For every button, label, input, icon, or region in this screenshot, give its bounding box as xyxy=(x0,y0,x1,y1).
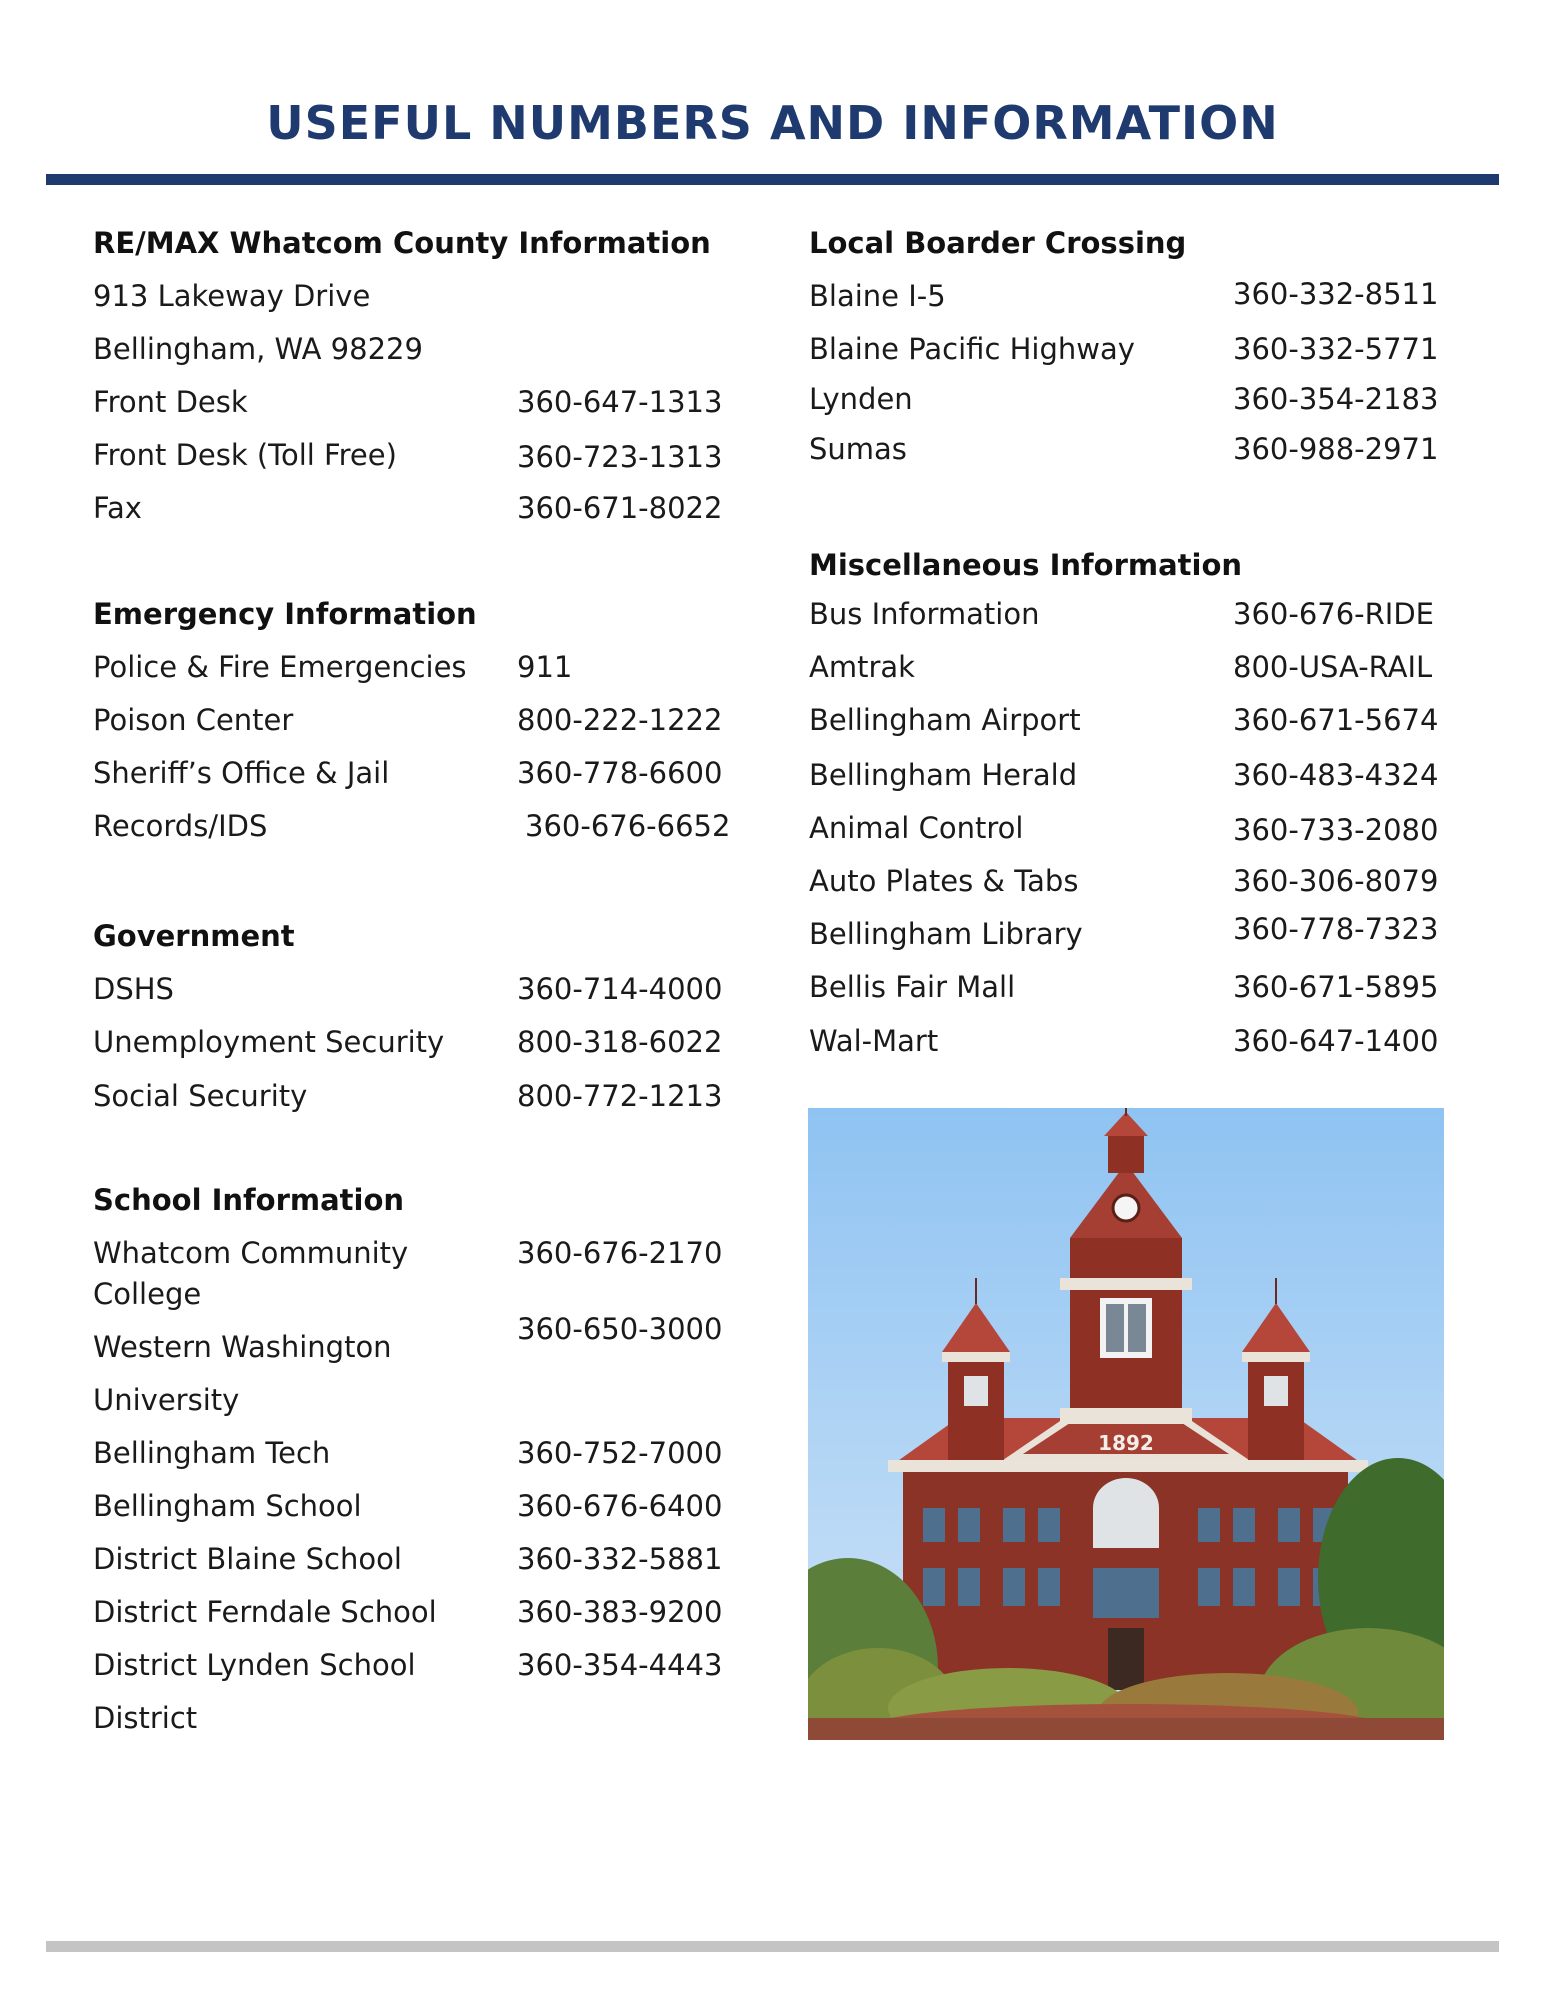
school-number: 360-676-2170 xyxy=(517,1236,723,1270)
misc-row-number: 360-733-2080 xyxy=(1233,813,1439,847)
misc-row-label: Bellingham Herald xyxy=(809,758,1078,792)
emergency-row-number: 800-222-1222 xyxy=(517,703,723,737)
remax-address-line2: Bellingham, WA 98229 xyxy=(93,332,423,366)
school-number: 360-332-5881 xyxy=(517,1542,723,1576)
misc-row-label: Amtrak xyxy=(809,650,915,684)
school-number: 360-752-7000 xyxy=(517,1436,723,1470)
government-row-number: 800-772-1213 xyxy=(517,1079,723,1113)
emergency-row-number: 360-778-6600 xyxy=(517,756,723,790)
school-number: 360-383-9200 xyxy=(517,1595,723,1629)
emergency-row-number: 360-676-6652 xyxy=(525,809,731,843)
border-row-label: Blaine Pacific Highway xyxy=(809,332,1135,366)
border-row-label: Blaine I-5 xyxy=(809,279,946,313)
school-label-line: District Lynden School xyxy=(93,1648,416,1682)
border-row-number: 360-332-5771 xyxy=(1233,332,1439,366)
remax-row-number: 360-723-1313 xyxy=(517,440,723,474)
remax-row-number: 360-647-1313 xyxy=(517,385,723,419)
school-label-line: District xyxy=(93,1701,198,1735)
school-number: 360-354-4443 xyxy=(517,1648,723,1682)
border-heading: Local Boarder Crossing xyxy=(809,226,1187,260)
footer-divider xyxy=(46,1941,1499,1952)
emergency-heading: Emergency Information xyxy=(93,597,477,631)
emergency-row-label: Sheriff’s Office & Jail xyxy=(93,756,390,790)
remax-row-label: Fax xyxy=(93,491,142,525)
school-label-line: Bellingham Tech xyxy=(93,1436,331,1470)
misc-row-label: Animal Control xyxy=(809,811,1024,845)
misc-row-label: Bellis Fair Mall xyxy=(809,970,1016,1004)
emergency-row-number: 911 xyxy=(517,650,573,684)
emergency-row-label: Records/IDS xyxy=(93,809,268,843)
emergency-row-label: Poison Center xyxy=(93,703,294,737)
misc-row-number: 800-USA-RAIL xyxy=(1233,650,1433,684)
misc-row-number: 360-676-RIDE xyxy=(1233,597,1434,631)
government-row-number: 360-714-4000 xyxy=(517,972,723,1006)
misc-row-number: 360-671-5674 xyxy=(1233,703,1439,737)
school-label-line: Western Washington xyxy=(93,1330,392,1364)
school-label-line: Whatcom Community xyxy=(93,1236,409,1270)
government-row-label: Social Security xyxy=(93,1079,308,1113)
school-number: 360-676-6400 xyxy=(517,1489,723,1523)
misc-row-number: 360-647-1400 xyxy=(1233,1024,1439,1058)
border-row-number: 360-354-2183 xyxy=(1233,382,1439,416)
school-label-line: College xyxy=(93,1277,202,1311)
title-divider xyxy=(46,174,1499,185)
remax-row-number: 360-671-8022 xyxy=(517,491,723,525)
misc-row-label: Bus Information xyxy=(809,597,1040,631)
remax-row-label: Front Desk xyxy=(93,385,248,419)
remax-heading: RE/MAX Whatcom County Information xyxy=(93,226,711,260)
misc-row-label: Wal-Mart xyxy=(809,1024,939,1058)
misc-heading: Miscellaneous Information xyxy=(809,548,1243,582)
page-title: USEFUL NUMBERS AND INFORMATION xyxy=(266,96,1279,150)
border-row-number: 360-988-2971 xyxy=(1233,432,1439,466)
misc-row-number: 360-778-7323 xyxy=(1233,912,1439,946)
misc-row-label: Bellingham Airport xyxy=(809,703,1081,737)
school-label-line: University xyxy=(93,1383,240,1417)
school-label-line: District Blaine School xyxy=(93,1542,402,1576)
emergency-row-label: Police & Fire Emergencies xyxy=(93,650,467,684)
misc-row-number: 360-306-8079 xyxy=(1233,864,1439,898)
school-label-line: Bellingham School xyxy=(93,1489,362,1523)
government-row-label: DSHS xyxy=(93,972,174,1006)
government-heading: Government xyxy=(93,919,295,953)
border-row-number: 360-332-8511 xyxy=(1233,277,1439,311)
government-row-label: Unemployment Security xyxy=(93,1025,445,1059)
misc-row-number: 360-483-4324 xyxy=(1233,758,1439,792)
border-row-label: Sumas xyxy=(809,432,907,466)
remax-row-label: Front Desk (Toll Free) xyxy=(93,438,397,472)
misc-row-number: 360-671-5895 xyxy=(1233,970,1439,1004)
remax-address-line1: 913 Lakeway Drive xyxy=(93,279,371,313)
misc-row-label: Bellingham Library xyxy=(809,917,1083,951)
school-label-line: District Ferndale School xyxy=(93,1595,437,1629)
government-row-number: 800-318-6022 xyxy=(517,1025,723,1059)
border-row-label: Lynden xyxy=(809,382,913,416)
courthouse-photo xyxy=(808,1108,1444,1740)
school-heading: School Information xyxy=(93,1183,405,1217)
building-year-text: 1892 xyxy=(1098,1431,1154,1455)
misc-row-label: Auto Plates & Tabs xyxy=(809,864,1079,898)
school-number: 360-650-3000 xyxy=(517,1312,723,1346)
